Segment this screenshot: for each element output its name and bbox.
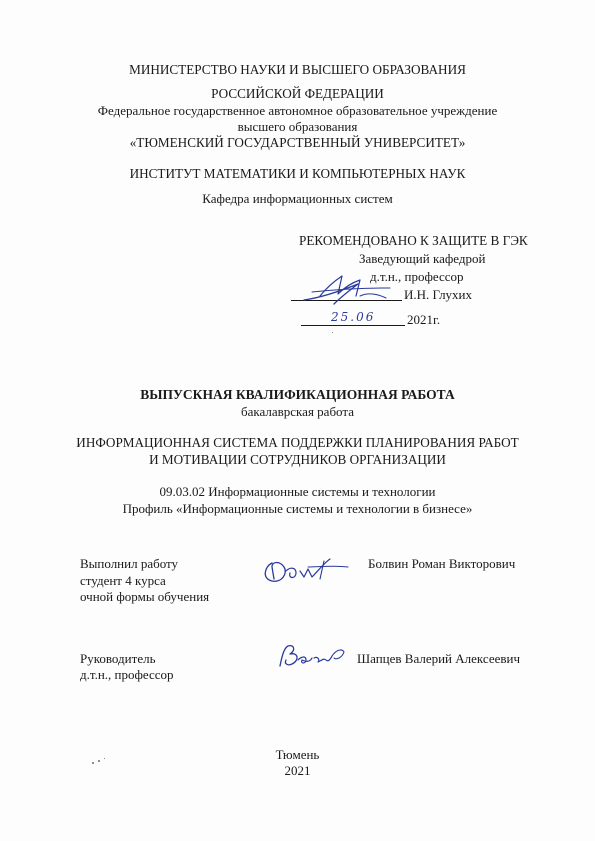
profile: Профиль «Информационные системы и технологии в бизнесе» xyxy=(122,501,473,516)
scan-speck xyxy=(104,758,105,759)
work-title-line-1: ИНФОРМАЦИОННАЯ СИСТЕМА ПОДДЕРЖКИ ПЛАНИРОВАНИЯ РАБОТ xyxy=(76,435,519,450)
approval-heading: РЕКОМЕНДОВАНО К ЗАЩИТЕ В ГЭК xyxy=(299,233,528,248)
institution-type-line-2: высшего образования xyxy=(237,119,358,134)
institute-name: ИНСТИТУТ МАТЕМАТИКИ И КОМПЬЮТЕРНЫХ НАУК xyxy=(129,166,466,181)
work-subtype: бакалаврская работа xyxy=(241,404,354,419)
approval-position: Заведующий кафедрой xyxy=(359,251,486,266)
federation-line: РОССИЙСКОЙ ФЕДЕРАЦИИ xyxy=(211,86,384,101)
author-name: Болвин Роман Викторович xyxy=(368,556,516,571)
author-label-1: Выполнил работу xyxy=(80,556,179,571)
scan-speck xyxy=(92,762,94,764)
head-signature-icon xyxy=(298,270,398,308)
supervisor-name: Шапцев Валерий Алексеевич xyxy=(357,651,521,666)
supervisor-label-2: д.т.н., профессор xyxy=(80,667,174,682)
author-signature-icon xyxy=(258,553,354,587)
approval-name: И.Н. Глухих xyxy=(404,287,473,302)
institution-type-line-1: Федеральное государственное автономное образовательное учреждение xyxy=(97,103,498,118)
approval-year: 2021г. xyxy=(407,312,441,327)
ministry-line: МИНИСТЕРСТВО НАУКИ И ВЫСШЕГО ОБРАЗОВАНИЯ xyxy=(129,62,466,77)
scan-speck xyxy=(98,760,100,762)
author-label-3: очной формы обучения xyxy=(80,589,210,604)
approval-date-line xyxy=(301,325,405,326)
approval-degree: д.т.н., профессор xyxy=(370,269,464,284)
supervisor-label-1: Руководитель xyxy=(80,651,156,666)
specialty: 09.03.02 Информационные системы и технологии xyxy=(159,484,436,499)
supervisor-signature-icon xyxy=(272,640,350,672)
work-type: ВЫПУСКНАЯ КВАЛИФИКАЦИОННАЯ РАБОТА xyxy=(140,387,455,402)
university-name: «ТЮМЕНСКИЙ ГОСУДАРСТВЕННЫЙ УНИВЕРСИТЕТ» xyxy=(129,135,466,150)
work-title-line-2: И МОТИВАЦИИ СОТРУДНИКОВ ОРГАНИЗАЦИИ xyxy=(149,452,446,467)
approval-date-handwritten: 25.06 xyxy=(331,310,376,324)
author-label-2: студент 4 курса xyxy=(80,573,166,588)
footer-year: 2021 xyxy=(284,763,311,778)
footer-city: Тюмень xyxy=(275,747,320,762)
department-name: Кафедра информационных систем xyxy=(202,191,393,206)
scan-speck xyxy=(332,332,333,333)
